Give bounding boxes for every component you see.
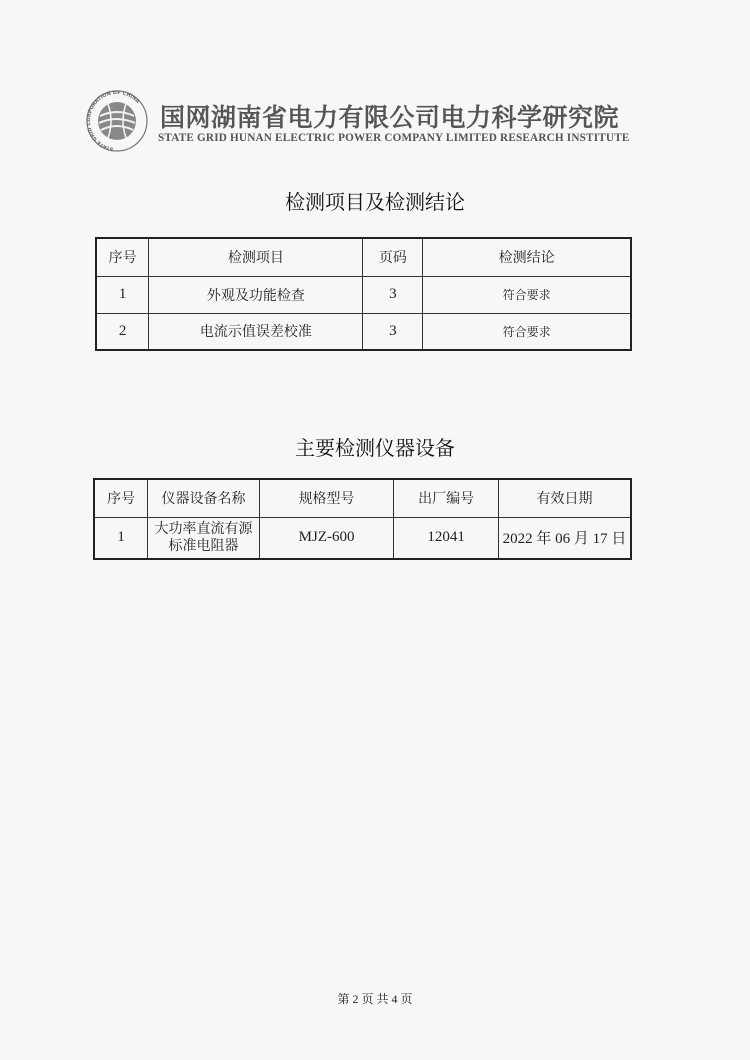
table-header-row xyxy=(96,238,631,276)
letterhead xyxy=(78,86,668,156)
equipment-name-line2: 标准电阻器 xyxy=(168,537,239,554)
state-grid-logo-icon xyxy=(78,86,156,156)
org-name-en: STATE GRID HUNAN ELECTRIC POWER COMPANY LIMITED RESEARCH INSTITUTE xyxy=(158,132,630,144)
page-number: 第 2 页 共 4 页 xyxy=(337,992,413,1006)
col-header-equipment-name: 仪器设备名称 xyxy=(148,479,260,517)
col-header-valid-date: 有效日期 xyxy=(498,479,631,517)
svg-text:STATE GRID CORPORATION OF CHIN: STATE GRID CORPORATION OF CHINA xyxy=(85,89,141,152)
cell-conclusion: 符合要求 xyxy=(423,276,631,313)
equipment-name-line1: 大功率直流有源 xyxy=(154,520,253,537)
col-header-index: 序号 xyxy=(94,479,148,517)
cell-index: 1 xyxy=(96,276,149,313)
col-header-conclusion: 检测结论 xyxy=(423,238,631,276)
table-header-row xyxy=(94,479,631,517)
cell-serial: 12041 xyxy=(394,517,499,559)
cell-page: 3 xyxy=(363,313,423,350)
org-name-cn: 国网湖南省电力有限公司电力科学研究院 xyxy=(160,103,620,132)
cell-page: 3 xyxy=(363,276,423,313)
table-row xyxy=(94,517,631,559)
cell-index: 1 xyxy=(94,517,148,559)
cell-conclusion: 符合要求 xyxy=(423,313,631,350)
col-header-serial: 出厂编号 xyxy=(394,479,499,517)
section1-title: 检测项目及检测结论 xyxy=(285,190,465,214)
cell-equipment-name xyxy=(148,517,260,559)
cell-model: MJZ-600 xyxy=(259,517,394,559)
section2-title: 主要检测仪器设备 xyxy=(295,436,455,460)
cell-item: 电流示值误差校准 xyxy=(149,313,363,350)
col-header-index: 序号 xyxy=(96,238,149,276)
col-header-model: 规格型号 xyxy=(259,479,394,517)
table-row xyxy=(96,313,631,350)
cell-valid-date: 2022 年 06 月 17 日 xyxy=(498,517,631,559)
col-header-page: 页码 xyxy=(363,238,423,276)
cell-item: 外观及功能检查 xyxy=(149,276,363,313)
col-header-item: 检测项目 xyxy=(149,238,363,276)
table-row xyxy=(96,276,631,313)
cell-index: 2 xyxy=(96,313,149,350)
equipment-table xyxy=(93,478,632,560)
inspection-items-table xyxy=(95,237,632,351)
